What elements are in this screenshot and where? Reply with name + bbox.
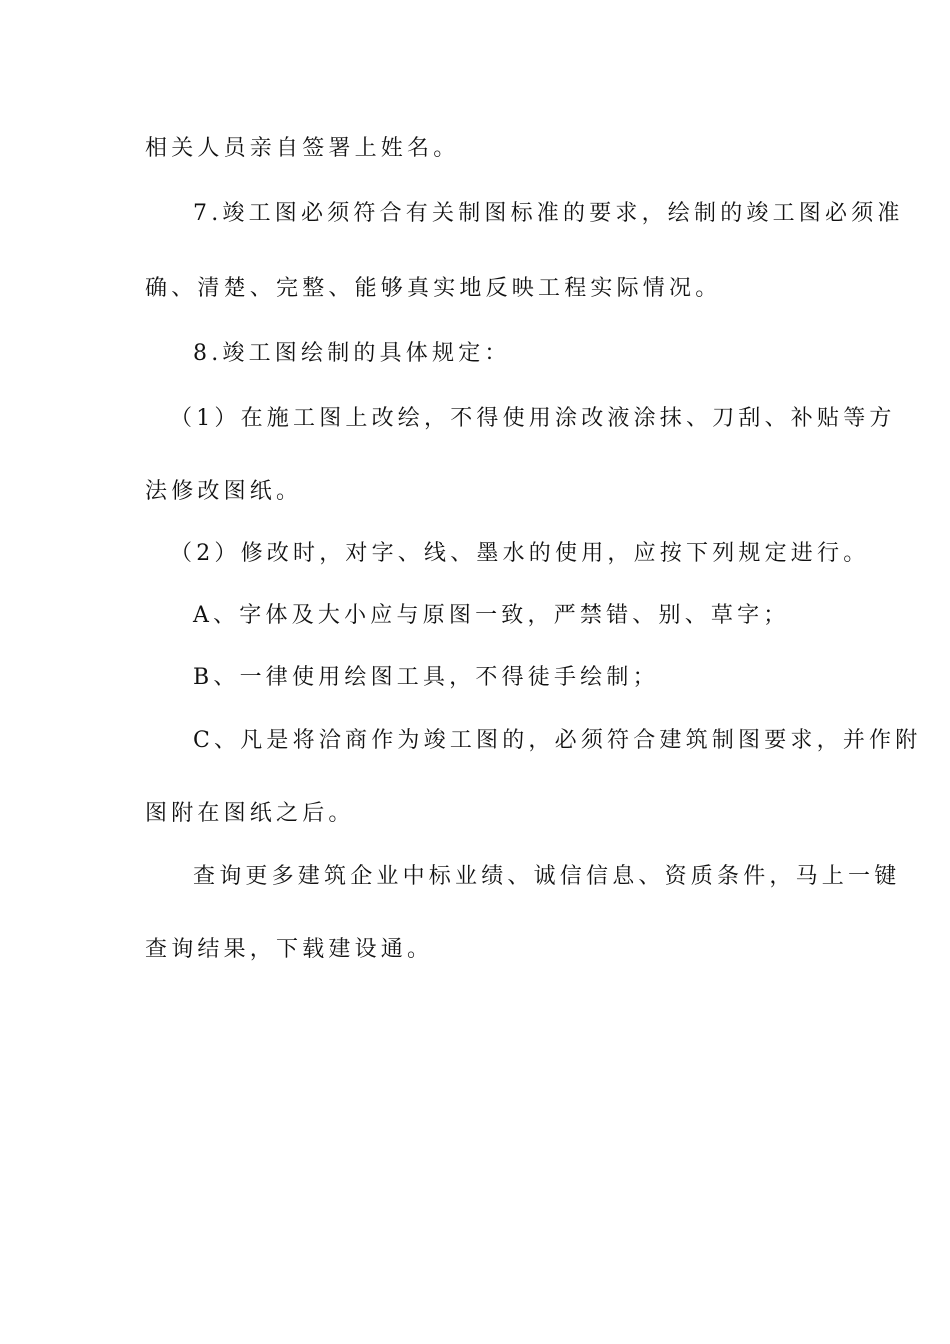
paragraph-line: C、凡是将洽商作为竣工图的，必须符合建筑制图要求，并作附 <box>193 728 922 753</box>
paragraph-line: A、字体及大小应与原图一致，严禁错、别、草字； <box>193 603 790 628</box>
paragraph-line: （1）在施工图上改绘，不得使用涂改液涂抹、刀刮、补贴等方 <box>170 406 896 431</box>
paragraph-line: 查询更多建筑企业中标业绩、诚信信息、资质条件，马上一键 <box>193 864 901 889</box>
paragraph-line: 相关人员亲自签署上姓名。 <box>145 136 460 161</box>
paragraph-line: 确、清楚、完整、能够真实地反映工程实际情况。 <box>145 276 722 301</box>
paragraph-line: 7.竣工图必须符合有关制图标准的要求，绘制的竣工图必须准 <box>193 201 904 226</box>
paragraph-line: （2）修改时，对字、线、墨水的使用，应按下列规定进行。 <box>170 541 870 566</box>
paragraph-line: 图附在图纸之后。 <box>145 801 355 826</box>
paragraph-line: B、一律使用绘图工具，不得徒手绘制； <box>193 665 659 690</box>
paragraph-line: 查询结果，下载建设通。 <box>145 937 434 962</box>
paragraph-line: 法修改图纸。 <box>145 479 303 504</box>
paragraph-line: 8.竣工图绘制的具体规定： <box>193 341 511 366</box>
